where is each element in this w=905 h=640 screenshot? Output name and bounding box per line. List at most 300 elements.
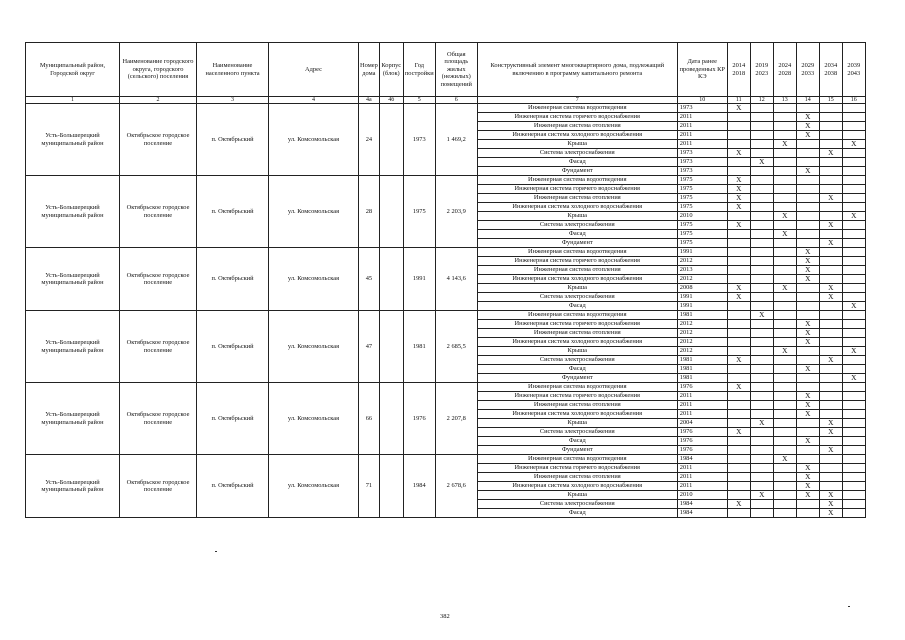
period-cell [727, 482, 750, 491]
period-mark: X [727, 428, 750, 437]
period-cell [750, 239, 773, 248]
page-number: 382 [440, 613, 450, 620]
period-mark: X [819, 491, 842, 500]
period-cell [773, 275, 796, 284]
period-cell [842, 167, 865, 176]
built-year-cell: 1981 [403, 311, 435, 383]
column-number: 4б [379, 97, 403, 104]
previous-repair-year-cell: 2012 [677, 320, 727, 329]
period-cell [796, 446, 819, 455]
period-cell [796, 194, 819, 203]
period-mark: X [727, 203, 750, 212]
period-cell [773, 410, 796, 419]
structural-element-cell: Крыша [477, 491, 677, 500]
header-locality: Наименование населенного пункта [197, 43, 269, 97]
block-cell [379, 455, 403, 518]
structural-element-cell: Фасад [477, 230, 677, 239]
period-cell [819, 455, 842, 464]
period-cell [819, 329, 842, 338]
period-cell [842, 221, 865, 230]
column-number: 6 [435, 97, 477, 104]
period-cell [750, 167, 773, 176]
period-cell [819, 140, 842, 149]
period-cell [796, 212, 819, 221]
period-mark: X [796, 392, 819, 401]
previous-repair-year-cell: 1975 [677, 185, 727, 194]
period-mark: X [773, 347, 796, 356]
period-cell [773, 365, 796, 374]
address-cell: ул. Комсомольская [269, 176, 359, 248]
district-cell: Усть-Большерецкий муниципальный район [26, 248, 120, 311]
period-cell [750, 446, 773, 455]
period-cell [750, 428, 773, 437]
period-cell [796, 356, 819, 365]
header-house-number: Номер дома [359, 43, 380, 97]
structural-element-cell: Инженерная система отопления [477, 194, 677, 203]
period-cell [842, 419, 865, 428]
period-cell [819, 275, 842, 284]
structural-element-cell: Система электроснабжения [477, 500, 677, 509]
previous-repair-year-cell: 2012 [677, 329, 727, 338]
district-cell: Усть-Большерецкий муниципальный район [26, 176, 120, 248]
structural-element-cell: Крыша [477, 419, 677, 428]
locality-cell: п. Октябрьский [197, 176, 269, 248]
previous-repair-year-cell: 2011 [677, 131, 727, 140]
period-cell [773, 266, 796, 275]
structural-element-cell: Инженерная система горячего водоснабжения [477, 113, 677, 122]
period-cell [773, 320, 796, 329]
settlement-cell: Октябрьское городское поселение [120, 176, 197, 248]
period-cell [819, 383, 842, 392]
structural-element-cell: Система электроснабжения [477, 221, 677, 230]
previous-repair-year-cell: 1984 [677, 500, 727, 509]
column-number: 2 [120, 97, 197, 104]
structural-element-cell: Фасад [477, 302, 677, 311]
period-cell [773, 473, 796, 482]
built-year-cell: 1975 [403, 176, 435, 248]
period-cell [796, 140, 819, 149]
period-cell [842, 410, 865, 419]
period-mark: X [796, 338, 819, 347]
structural-element-cell: Крыша [477, 347, 677, 356]
structural-element-cell: Инженерная система отопления [477, 329, 677, 338]
period-cell [750, 347, 773, 356]
period-cell [796, 230, 819, 239]
period-cell [727, 158, 750, 167]
house-number-cell: 71 [359, 455, 380, 518]
period-cell [773, 203, 796, 212]
period-cell [842, 266, 865, 275]
area-cell: 1 469,2 [435, 104, 477, 176]
period-cell [819, 338, 842, 347]
period-cell [819, 257, 842, 266]
period-cell [750, 104, 773, 113]
period-mark: X [842, 302, 865, 311]
structural-element-cell: Инженерная система холодного водоснабжения [477, 482, 677, 491]
period-cell [750, 374, 773, 383]
period-cell [842, 113, 865, 122]
built-year-cell: 1984 [403, 455, 435, 518]
period-cell [773, 509, 796, 518]
period-cell [842, 428, 865, 437]
period-cell [842, 482, 865, 491]
period-mark: X [796, 122, 819, 131]
period-cell [842, 473, 865, 482]
period-mark: X [842, 347, 865, 356]
period-cell [842, 257, 865, 266]
period-cell [750, 509, 773, 518]
period-cell [727, 131, 750, 140]
period-cell [727, 311, 750, 320]
period-mark: X [796, 248, 819, 257]
period-cell [842, 437, 865, 446]
period-mark: X [796, 401, 819, 410]
structural-element-cell: Фасад [477, 437, 677, 446]
settlement-cell: Октябрьское городское поселение [120, 311, 197, 383]
period-cell [819, 176, 842, 185]
structural-element-cell: Инженерная система горячего водоснабжения [477, 257, 677, 266]
period-mark: X [727, 185, 750, 194]
previous-repair-year-cell: 1973 [677, 158, 727, 167]
district-cell: Усть-Большерецкий муниципальный район [26, 104, 120, 176]
period-cell [773, 122, 796, 131]
period-mark: X [727, 104, 750, 113]
period-mark: X [773, 284, 796, 293]
period-cell [727, 401, 750, 410]
structural-element-cell: Инженерная система холодного водоснабжения [477, 275, 677, 284]
period-cell [819, 365, 842, 374]
period-cell [842, 491, 865, 500]
structural-element-cell: Система электроснабжения [477, 293, 677, 302]
scan-speck [848, 606, 850, 607]
period-cell [750, 293, 773, 302]
period-cell [773, 374, 796, 383]
address-cell: ул. Комсомольская [269, 248, 359, 311]
period-cell [727, 230, 750, 239]
column-number: 5 [403, 97, 435, 104]
address-cell: ул. Комсомольская [269, 104, 359, 176]
period-mark: X [819, 284, 842, 293]
house-number-cell: 24 [359, 104, 380, 176]
period-cell [796, 176, 819, 185]
period-cell [773, 464, 796, 473]
table-row [26, 383, 866, 392]
previous-repair-year-cell: 2011 [677, 464, 727, 473]
table-row [26, 176, 866, 185]
structural-element-cell: Система электроснабжения [477, 356, 677, 365]
period-cell [750, 338, 773, 347]
period-cell [750, 329, 773, 338]
area-cell: 2 678,6 [435, 455, 477, 518]
period-cell [796, 302, 819, 311]
structural-element-cell: Инженерная система горячего водоснабжения [477, 320, 677, 329]
column-number: 7 [477, 97, 677, 104]
period-cell [750, 356, 773, 365]
structural-element-cell: Фундамент [477, 239, 677, 248]
table-row [26, 104, 866, 113]
previous-repair-year-cell: 1975 [677, 239, 727, 248]
period-mark: X [727, 500, 750, 509]
house-number-cell: 28 [359, 176, 380, 248]
column-number: 1 [26, 97, 120, 104]
period-mark: X [842, 140, 865, 149]
period-mark: X [796, 473, 819, 482]
period-cell [842, 446, 865, 455]
previous-repair-year-cell: 2012 [677, 275, 727, 284]
period-mark: X [750, 419, 773, 428]
period-cell [796, 104, 819, 113]
column-number: 11 [727, 97, 750, 104]
previous-repair-year-cell: 1991 [677, 248, 727, 257]
period-mark: X [819, 428, 842, 437]
header-area: Общая площадь жилых (нежилых) помещений [435, 43, 477, 97]
previous-repair-year-cell: 2010 [677, 491, 727, 500]
column-number: 4а [359, 97, 380, 104]
period-cell [796, 203, 819, 212]
period-mark: X [796, 329, 819, 338]
block-cell [379, 248, 403, 311]
settlement-cell: Октябрьское городское поселение [120, 383, 197, 455]
period-cell [842, 158, 865, 167]
period-cell [842, 104, 865, 113]
period-mark: X [750, 491, 773, 500]
column-number: 15 [819, 97, 842, 104]
period-cell [773, 176, 796, 185]
period-mark: X [750, 311, 773, 320]
period-cell [842, 401, 865, 410]
previous-repair-year-cell: 2011 [677, 401, 727, 410]
period-cell [750, 500, 773, 509]
previous-repair-year-cell: 1976 [677, 383, 727, 392]
period-cell [727, 275, 750, 284]
column-number: 16 [842, 97, 865, 104]
previous-repair-year-cell: 1981 [677, 311, 727, 320]
period-mark: X [727, 149, 750, 158]
period-cell [773, 428, 796, 437]
period-cell [819, 410, 842, 419]
period-mark: X [819, 194, 842, 203]
period-cell [727, 365, 750, 374]
period-cell [750, 473, 773, 482]
period-cell [819, 167, 842, 176]
structural-element-cell: Система электроснабжения [477, 428, 677, 437]
structural-element-cell: Инженерная система водоотведения [477, 104, 677, 113]
period-cell [750, 266, 773, 275]
period-cell [819, 392, 842, 401]
period-mark: X [727, 356, 750, 365]
period-cell [842, 509, 865, 518]
period-cell [842, 185, 865, 194]
previous-repair-year-cell: 2011 [677, 410, 727, 419]
period-mark: X [796, 266, 819, 275]
period-cell [842, 248, 865, 257]
period-cell [819, 482, 842, 491]
period-cell [727, 446, 750, 455]
previous-repair-year-cell: 2012 [677, 257, 727, 266]
period-cell [819, 473, 842, 482]
period-cell [727, 455, 750, 464]
period-mark: X [819, 149, 842, 158]
period-cell [773, 302, 796, 311]
locality-cell: п. Октябрьский [197, 104, 269, 176]
previous-repair-year-cell: 2011 [677, 482, 727, 491]
house-number-cell: 47 [359, 311, 380, 383]
period-cell [750, 113, 773, 122]
period-cell [796, 158, 819, 167]
period-cell [750, 464, 773, 473]
period-cell [773, 500, 796, 509]
structural-element-cell: Инженерная система горячего водоснабжения [477, 392, 677, 401]
house-number-cell: 45 [359, 248, 380, 311]
header-address: Адрес [269, 43, 359, 97]
period-cell [819, 401, 842, 410]
previous-repair-year-cell: 2012 [677, 338, 727, 347]
period-mark: X [727, 383, 750, 392]
period-cell [819, 437, 842, 446]
period-cell [773, 446, 796, 455]
district-cell: Усть-Большерецкий муниципальный район [26, 311, 120, 383]
period-mark: X [796, 167, 819, 176]
structural-element-cell: Крыша [477, 284, 677, 293]
previous-repair-year-cell: 1991 [677, 302, 727, 311]
locality-cell: п. Октябрьский [197, 311, 269, 383]
structural-element-cell: Система электроснабжения [477, 149, 677, 158]
table-row [26, 311, 866, 320]
period-cell [750, 320, 773, 329]
period-cell [773, 104, 796, 113]
period-cell [750, 257, 773, 266]
structural-element-cell: Инженерная система отопления [477, 401, 677, 410]
locality-cell: п. Октябрьский [197, 455, 269, 518]
previous-repair-year-cell: 1981 [677, 356, 727, 365]
header-period-2014-2018: 2014 2018 [727, 43, 750, 97]
area-cell: 2 685,5 [435, 311, 477, 383]
period-cell [796, 383, 819, 392]
previous-repair-year-cell: 2010 [677, 212, 727, 221]
period-cell [750, 383, 773, 392]
period-cell [750, 284, 773, 293]
period-cell [750, 455, 773, 464]
period-cell [727, 212, 750, 221]
period-cell [773, 356, 796, 365]
period-cell [750, 275, 773, 284]
period-mark: X [796, 257, 819, 266]
district-cell: Усть-Большерецкий муниципальный район [26, 455, 120, 518]
scan-speck [215, 551, 217, 552]
period-cell [727, 167, 750, 176]
period-cell [796, 311, 819, 320]
period-cell [819, 464, 842, 473]
period-cell [727, 248, 750, 257]
period-cell [773, 149, 796, 158]
built-year-cell: 1973 [403, 104, 435, 176]
period-cell [842, 500, 865, 509]
period-cell [842, 194, 865, 203]
table-body [26, 104, 866, 518]
period-mark: X [842, 374, 865, 383]
structural-element-cell: Инженерная система отопления [477, 473, 677, 482]
previous-repair-year-cell: 1973 [677, 167, 727, 176]
period-cell [727, 419, 750, 428]
structural-element-cell: Инженерная система горячего водоснабжения [477, 185, 677, 194]
period-cell [773, 419, 796, 428]
header-row [26, 43, 866, 97]
period-cell [819, 248, 842, 257]
period-cell [842, 122, 865, 131]
period-cell [727, 347, 750, 356]
period-cell [727, 491, 750, 500]
period-cell [796, 221, 819, 230]
period-cell [750, 203, 773, 212]
structural-element-cell: Инженерная система отопления [477, 122, 677, 131]
structural-element-cell: Инженерная система водоотведения [477, 311, 677, 320]
header-period-2034-2038: 2034 2038 [819, 43, 842, 97]
previous-repair-year-cell: 2012 [677, 347, 727, 356]
period-mark: X [727, 284, 750, 293]
period-cell [727, 509, 750, 518]
period-mark: X [727, 293, 750, 302]
previous-repair-year-cell: 1975 [677, 230, 727, 239]
period-mark: X [796, 491, 819, 500]
period-cell [796, 239, 819, 248]
period-cell [727, 374, 750, 383]
period-cell [796, 500, 819, 509]
previous-repair-year-cell: 1975 [677, 221, 727, 230]
period-cell [842, 230, 865, 239]
period-mark: X [727, 194, 750, 203]
period-cell [842, 320, 865, 329]
previous-repair-year-cell: 1975 [677, 203, 727, 212]
column-number: 12 [750, 97, 773, 104]
period-cell [819, 311, 842, 320]
block-cell [379, 176, 403, 248]
address-cell: ул. Комсомольская [269, 311, 359, 383]
column-number: 10 [677, 97, 727, 104]
settlement-cell: Октябрьское городское поселение [120, 248, 197, 311]
period-cell [773, 131, 796, 140]
period-cell [842, 383, 865, 392]
period-cell [727, 257, 750, 266]
period-cell [796, 419, 819, 428]
previous-repair-year-cell: 2011 [677, 113, 727, 122]
period-cell [773, 383, 796, 392]
period-cell [796, 509, 819, 518]
period-cell [842, 284, 865, 293]
structural-element-cell: Инженерная система горячего водоснабжения [477, 464, 677, 473]
period-cell [750, 365, 773, 374]
period-mark: X [750, 158, 773, 167]
period-mark: X [796, 437, 819, 446]
period-cell [842, 275, 865, 284]
period-cell [819, 347, 842, 356]
built-year-cell: 1991 [403, 248, 435, 311]
period-mark: X [796, 131, 819, 140]
period-cell [727, 266, 750, 275]
previous-repair-year-cell: 1984 [677, 455, 727, 464]
header-period-2019-2023: 2019 2023 [750, 43, 773, 97]
period-cell [819, 131, 842, 140]
period-cell [727, 113, 750, 122]
settlement-cell: Октябрьское городское поселение [120, 455, 197, 518]
period-cell [842, 149, 865, 158]
structural-element-cell: Инженерная система холодного водоснабжения [477, 131, 677, 140]
period-cell [773, 113, 796, 122]
period-cell [750, 392, 773, 401]
period-cell [796, 284, 819, 293]
period-cell [750, 302, 773, 311]
period-cell [727, 338, 750, 347]
period-cell [727, 320, 750, 329]
